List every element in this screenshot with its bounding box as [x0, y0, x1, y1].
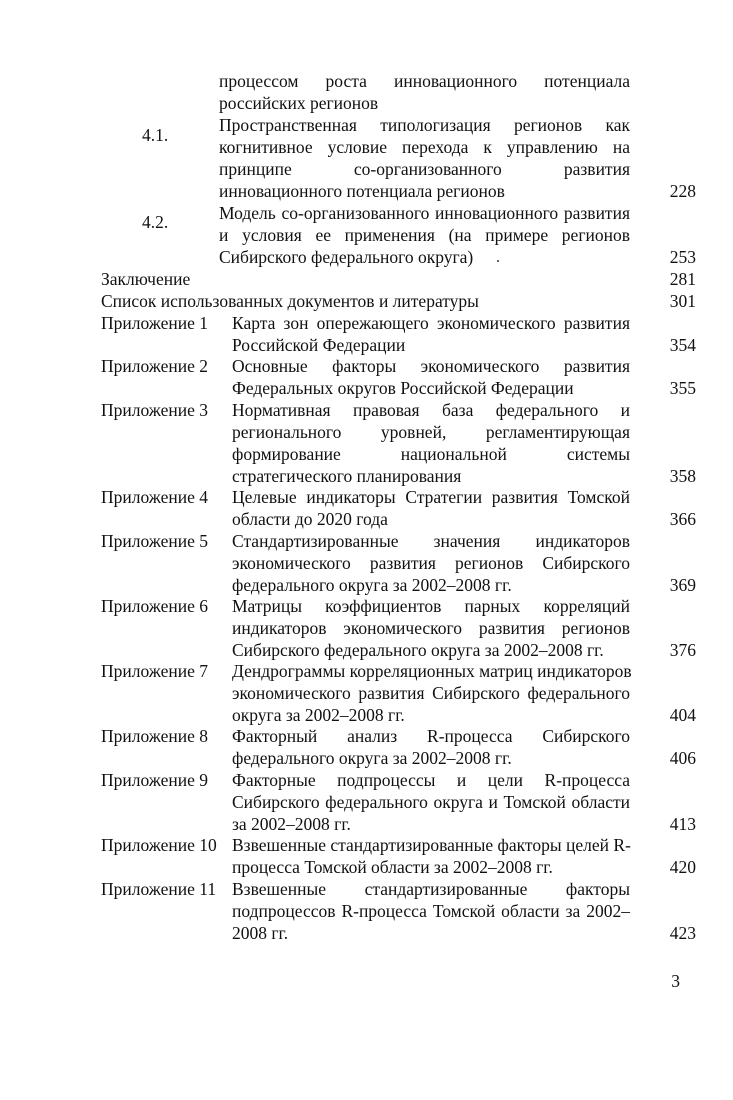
toc-line: федерального округа за 2002–2008 гг.: [232, 575, 512, 595]
toc-references: Список использованных документов и литературы: [101, 291, 479, 311]
toc-line: Модель со-организованного инновационного развития: [219, 203, 630, 223]
toc-line: инновационного потенциала регионов: [219, 181, 505, 201]
toc-line: Пространственная типологизация регионов как: [219, 115, 630, 135]
toc-line: регионального уровней, регламентирующая: [232, 422, 630, 442]
toc-line: стратегического планирования: [232, 466, 462, 486]
toc-conclusion: Заключение: [101, 269, 191, 289]
toc-line: Сибирского федерального округа и Томской области: [232, 792, 630, 812]
appendix-label: Приложение 6: [101, 596, 209, 616]
page-ref: 253: [669, 247, 696, 267]
toc-line: формирование национальной системы: [232, 444, 630, 464]
appendix-label: Приложение 10: [101, 835, 217, 855]
toc-line: Основные факторы экономического развития: [232, 356, 630, 376]
page-ref: 420: [669, 857, 696, 877]
toc-line: Взвешенные стандартизированные факторы: [232, 879, 630, 899]
appendix-label: Приложение 1: [101, 313, 209, 333]
section-number: 4.2.: [142, 212, 169, 232]
page-ref: 228: [669, 181, 696, 201]
page-ref: 406: [669, 748, 696, 768]
page-ref: 301: [669, 291, 696, 311]
toc-line: Матрицы коэффициентов парных корреляций: [232, 596, 630, 616]
toc-line: за 2002–2008 гг.: [232, 814, 351, 834]
toc-line: Факторные подпроцессы и цели R-процесса: [232, 770, 630, 790]
toc-line: индикаторов экономического развития регионов: [232, 618, 630, 638]
page-ref: 376: [669, 640, 696, 660]
toc-line: когнитивное условие перехода к управлению на: [219, 137, 630, 157]
page-ref: 355: [669, 378, 696, 398]
toc-line: области до 2020 года: [232, 509, 388, 529]
page-ref: 281: [669, 269, 696, 289]
toc-line: 2008 гг.: [232, 923, 289, 943]
toc-line: принципе со-организованного развития: [219, 159, 630, 179]
page-ref: 366: [669, 509, 696, 529]
appendix-label: Приложение 3: [101, 400, 209, 420]
toc-line: Дендрограммы корреляционных матриц индикаторов: [232, 661, 632, 681]
toc-line: Целевые индикаторы Стратегии развития Томской: [232, 487, 630, 507]
page-ref: 413: [669, 814, 696, 834]
toc-line: Факторный анализ R-процесса Сибирского: [232, 726, 630, 746]
page-ref: 354: [669, 335, 696, 355]
toc-line: Нормативная правовая база федерального и: [232, 400, 630, 420]
page-ref: 423: [669, 923, 696, 943]
stray-dot: [497, 260, 499, 262]
toc-line: Сибирского федерального округа за 2002–2008 гг.: [232, 640, 604, 660]
appendix-label: Приложение 5: [101, 531, 209, 551]
toc-line: экономического развития регионов Сибирского: [232, 553, 630, 573]
toc-line: процесса Томской области за 2002–2008 гг.: [232, 857, 553, 877]
appendix-label: Приложение 2: [101, 356, 209, 376]
page-ref: 358: [669, 466, 696, 486]
toc-line: округа за 2002–2008 гг.: [232, 705, 405, 725]
toc-line: Российской Федерации: [232, 335, 406, 355]
toc-line: процессом роста инновационного потенциала: [219, 71, 630, 91]
toc-line: федерального округа за 2002–2008 гг.: [232, 748, 512, 768]
appendix-label: Приложение 4: [101, 487, 209, 507]
toc-line: подпроцессов R-процесса Томской области за 2002–: [232, 901, 630, 921]
toc-line: и условия ее применения (на примере регионов: [219, 225, 630, 245]
toc-line: Стандартизированные значения индикаторов: [232, 531, 630, 551]
appendix-label: Приложение 8: [101, 726, 209, 746]
toc-line: Федеральных округов Российской Федерации: [232, 378, 574, 398]
page-ref: 369: [669, 575, 696, 595]
page-ref: 404: [669, 705, 696, 725]
toc-line: Взвешенные стандартизированные факторы целей R-: [232, 835, 631, 855]
page-number: 3: [671, 971, 680, 991]
appendix-label: Приложение 7: [101, 661, 209, 681]
toc-line: Сибирского федерального округа): [219, 247, 474, 267]
toc-line: российских регионов: [219, 93, 379, 113]
appendix-label: Приложение 9: [101, 770, 209, 790]
toc-line: экономического развития Сибирского федерального: [232, 683, 630, 703]
section-number: 4.1.: [142, 125, 169, 145]
appendix-label: Приложение 11: [101, 879, 217, 899]
toc-line: Карта зон опережающего экономического развития: [232, 313, 630, 333]
